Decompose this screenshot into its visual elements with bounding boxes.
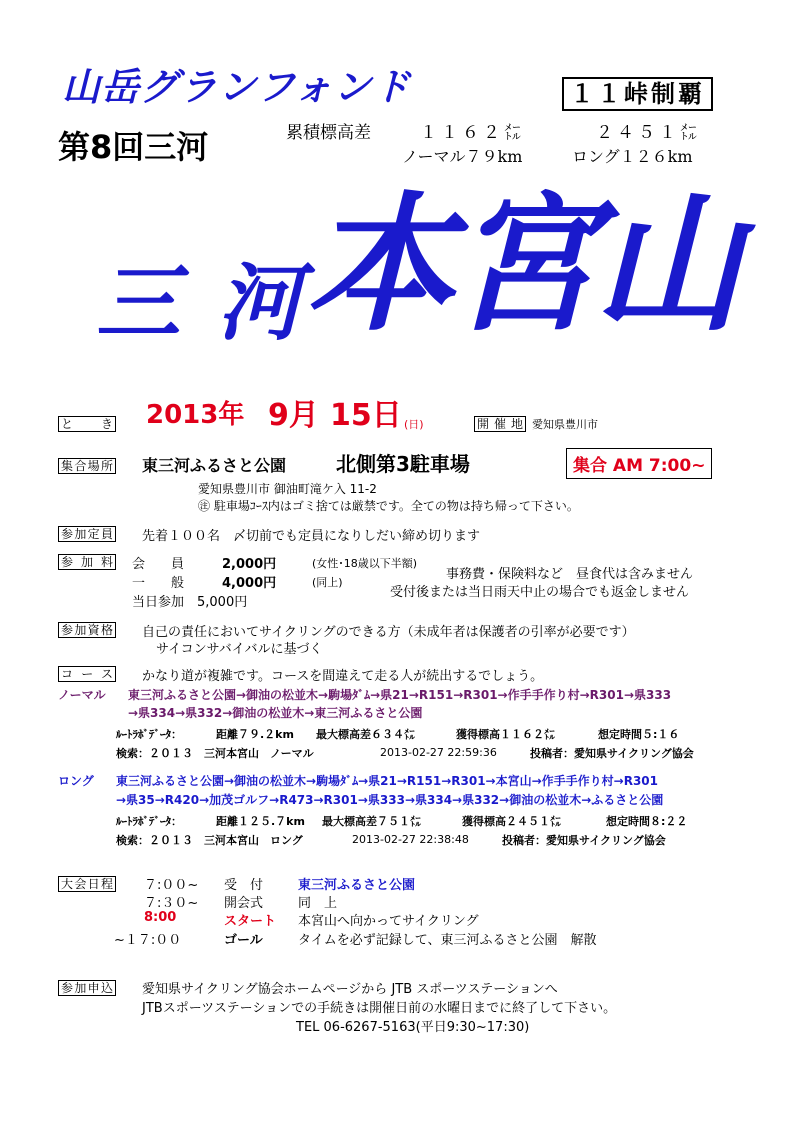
- course-normal-route-2: →県334→県332→御油の松並木→東三河ふるさと公園: [128, 706, 423, 720]
- schedule-detail-1: 東三河ふるさと公園: [298, 878, 416, 893]
- course-normal-name: ノーマル: [58, 688, 106, 702]
- fee-sameday: 当日参加 5,000円: [132, 595, 248, 610]
- fee-member-label: 会 員: [132, 557, 185, 572]
- course-long-route-2: →県35→R420→加茂ゴルフ→R473→R301→県333→県334→県332→御油の松並木→ふるさと公園: [116, 793, 664, 807]
- long-distance: ロング１２６km: [572, 147, 693, 166]
- fee-member-note: (女性･18歳以下半額): [312, 557, 418, 570]
- course-long-name: ロング: [58, 774, 94, 788]
- elevation-long: ２４５１㍍: [596, 123, 701, 143]
- normal-distance: ノーマル７９km: [402, 147, 523, 166]
- meeting-lot: 北側第3駐車場: [336, 452, 470, 476]
- long-distance-value: 距離１２５.７km: [216, 815, 305, 828]
- label-host: 開催地: [474, 416, 526, 432]
- elevation-normal: １１６２㍍: [420, 123, 525, 143]
- normal-author: 投稿者：愛知県サイクリング協会: [530, 747, 694, 760]
- schedule-detail-3: 本宮山へ向かってサイクリング: [298, 914, 479, 929]
- event-year: 2013年: [146, 400, 245, 430]
- label-meeting: 集合場所: [58, 458, 116, 474]
- apply-line-2: JTBスポーツステーションでの手続きは開催日前の水曜日までに終了して下さい。: [142, 1001, 617, 1016]
- schedule-time-4: ~１７:００: [114, 933, 182, 948]
- meeting-time-badge: 集合 AM 7:00~: [566, 448, 712, 479]
- normal-max-elevation: 最大標高差６３４㍍: [316, 728, 415, 741]
- host-city: 愛知県豊川市: [532, 418, 598, 431]
- schedule-time-3: 8:00: [144, 910, 177, 925]
- fee-note-1: 事務費・保険料など 昼食代は含みません: [446, 567, 694, 582]
- normal-time: 想定時間５:１６: [598, 728, 680, 741]
- schedule-time-1: ７:００~: [144, 878, 199, 893]
- fee-general-note: (同上): [312, 576, 343, 589]
- normal-search: 検索：２０１３ 三河本宮山 ノーマル: [116, 747, 314, 760]
- qualification-line-1: 自己の責任においてサイクリングのできる方（未成年者は保護者の引率が必要です）: [142, 625, 635, 640]
- meeting-address: 愛知県豊川市 御油町滝ケ入 11-2: [198, 482, 377, 496]
- long-max-elevation: 最大標高差７５１㍍: [322, 815, 421, 828]
- schedule-event-1: 受 付: [224, 878, 264, 893]
- event-month: 9月: [268, 398, 319, 433]
- label-fee: 参加料: [58, 554, 116, 570]
- label-apply: 参加申込: [58, 980, 116, 996]
- logo: 山岳グランフォンド: [62, 65, 412, 109]
- label-course: コース: [58, 666, 116, 682]
- normal-stamp: 2013-02-27 22:59:36: [380, 746, 497, 759]
- schedule-event-4: ゴール: [224, 933, 263, 948]
- apply-line-1: 愛知県サイクリング協会ホームページから JTB スポーツステーションへ: [142, 982, 558, 997]
- schedule-time-2: ７:３０~: [144, 896, 199, 911]
- fee-member-price: 2,000円: [222, 557, 277, 572]
- long-time: 想定時間８:２２: [606, 815, 688, 828]
- title-region: 三 河: [96, 254, 306, 352]
- normal-climb: 獲得標高１１６２㍍: [456, 728, 555, 741]
- course-normal-route-1: 東三河ふるさと公園→御油の松並木→駒場ﾀﾞﾑ→県21→R151→R301→作手手作り村→R301→県333: [128, 688, 672, 702]
- label-schedule: 大会日程: [58, 876, 116, 892]
- qualification-line-2: サイコンサバイバルに基づく: [156, 642, 323, 657]
- meeting-park: 東三河ふるさと公園: [142, 456, 287, 475]
- schedule-event-3: スタート: [224, 914, 277, 929]
- meeting-note: ㊟ 駐車場ｺｰｽ内はゴミ捨ては厳禁です。全ての物は持ち帰って下さい。: [198, 499, 579, 513]
- schedule-detail-4: タイムを必ず記録して、東三河ふるさと公園 解散: [298, 933, 597, 948]
- schedule-event-2: 開会式: [224, 896, 264, 911]
- elevation-label: 累積標高差: [286, 123, 371, 143]
- long-search: 検索：２０１３ 三河本宮山 ロング: [116, 834, 303, 847]
- event-weekday: (日): [404, 418, 424, 431]
- normal-data-label: ﾙｰﾄﾗﾎﾞﾃﾞｰﾀ：: [116, 728, 182, 741]
- fee-general-price: 4,000円: [222, 576, 277, 591]
- long-data-label: ﾙｰﾄﾗﾎﾞﾃﾞｰﾀ：: [116, 815, 182, 828]
- apply-tel: TEL 06-6267-5163(平日9:30~17:30): [296, 1020, 530, 1035]
- long-author: 投稿者：愛知県サイクリング協会: [502, 834, 666, 847]
- schedule-detail-2: 同 上: [298, 896, 338, 911]
- event-day: 15日: [330, 398, 402, 433]
- label-qualification: 参加資格: [58, 622, 116, 638]
- title-mountain: 本宮山: [306, 179, 738, 351]
- long-climb: 獲得標高２４５１㍍: [462, 815, 561, 828]
- label-capacity: 参加定員: [58, 526, 116, 542]
- capacity-text: 先着１００名 〆切前でも定員になりしだい締め切ります: [142, 529, 481, 544]
- course-long-route-1: 東三河ふるさと公園→御油の松並木→駒場ﾀﾞﾑ→県21→R151→R301→本宮山→作手手作り村→R301: [116, 774, 659, 788]
- edition-title: 第8回三河: [58, 128, 209, 166]
- long-stamp: 2013-02-27 22:38:48: [352, 833, 469, 846]
- label-date: と き: [58, 416, 116, 432]
- normal-distance-value: 距離７９.２km: [216, 728, 294, 741]
- course-intro: かなり道が複雑です。コースを間違えて走る人が続出するでしょう。: [142, 669, 544, 684]
- fee-general-label: 一 般: [132, 576, 185, 591]
- fee-note-2: 受付後または当日雨天中止の場合でも返金しません: [390, 585, 690, 600]
- series-badge: １１峠制覇: [562, 77, 713, 111]
